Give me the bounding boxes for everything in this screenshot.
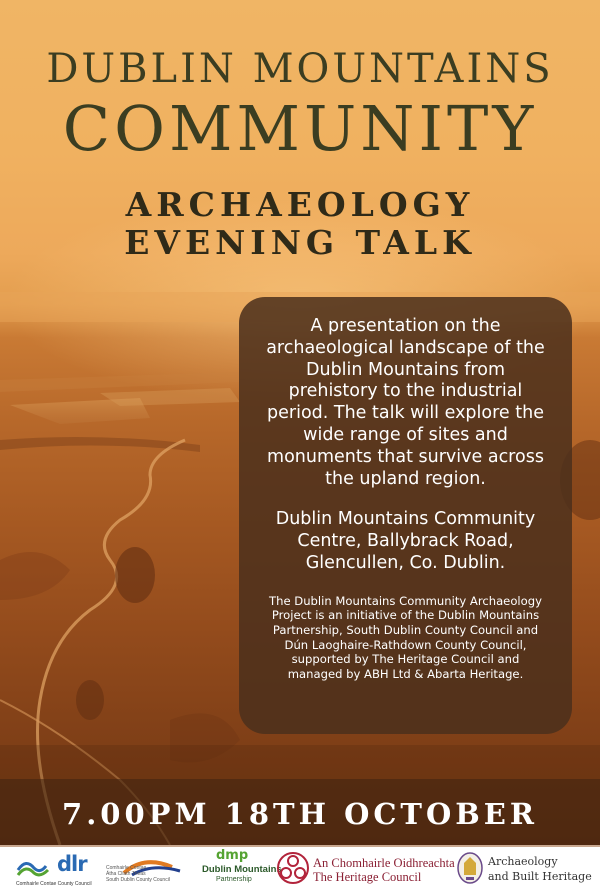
title-line-1: DUBLIN MOUNTAINS — [46, 46, 554, 92]
subtitle-line-2: EVENING TALK — [124, 223, 476, 262]
abh-logo — [456, 847, 596, 890]
description-line: A presentation on the — [310, 316, 501, 336]
description-line: period. The talk will explore the — [267, 403, 544, 424]
dlr-logo — [14, 847, 102, 890]
subtitle-line-1: ARCHAEOLOGY — [125, 185, 475, 224]
credits-line: The Dublin Mountains Community Archaeology — [269, 593, 542, 608]
event-date: 7.00PM 18TH OCTOBER — [62, 797, 538, 831]
sponsor-logos-bar — [0, 845, 600, 890]
venue-line: Dublin Mountains Community — [275, 509, 536, 530]
dublin-mountains-partnership-logo — [202, 847, 282, 890]
credits-line: Dún Laoghaire-Rathdown County Council, — [284, 637, 527, 652]
dlr-wordmark: dlr — [57, 852, 87, 876]
heritage-council-irish-name: An Chomhairle Oidhreachta — [313, 856, 455, 870]
heritage-council-english-name: The Heritage Council — [313, 870, 422, 884]
abh-line-1: Archaeology — [488, 855, 558, 868]
dmp-name-line-2: Partnership — [216, 876, 252, 883]
abh-crest-icon — [456, 851, 484, 885]
dmp-name-line-1: Dublin Mountains — [202, 864, 282, 875]
info-box — [239, 297, 572, 734]
venue-line: Centre, Ballybrack Road, — [297, 531, 514, 552]
description-line: monuments that survive across — [267, 446, 544, 467]
credits-line: supported by The Heritage Council and — [291, 652, 520, 667]
venue-text — [255, 509, 556, 574]
heritage-council-logo — [276, 847, 456, 890]
credits-line: Partnership, South Dublin County Council and — [272, 622, 539, 637]
abh-line-2: and Built Heritage — [488, 870, 592, 883]
description-line: prehistory to the industrial — [288, 381, 523, 402]
description-line: wide range of sites and — [303, 424, 508, 445]
dmp-wordmark: dmp — [216, 848, 249, 863]
dlr-wave-icon — [16, 856, 56, 878]
description-line: archaeological landscape of the — [266, 337, 545, 358]
credits-line: managed by ABH Ltd & Abarta Heritage. — [287, 666, 524, 681]
credits-text — [255, 594, 556, 682]
description-line: the upland region. — [325, 468, 486, 489]
description-text — [255, 316, 556, 490]
south-dublin-caption-2: Átha Cliath Theas — [106, 871, 146, 877]
description-line: Dublin Mountains from — [306, 359, 505, 380]
dlr-caption: Comhairle Contae County Council — [16, 881, 92, 887]
venue-line: Glencullen, Co. Dublin. — [305, 552, 506, 573]
credits-line: Project is an initiative of the Dublin Mountains — [271, 608, 540, 623]
south-dublin-logo — [106, 847, 186, 890]
south-dublin-caption-3: South Dublin County Council — [106, 877, 170, 883]
title-line-2: COMMUNITY — [62, 92, 538, 165]
heritage-council-emblem-icon — [276, 851, 310, 885]
south-dublin-caption-1: Comhairle Contae — [106, 865, 147, 871]
